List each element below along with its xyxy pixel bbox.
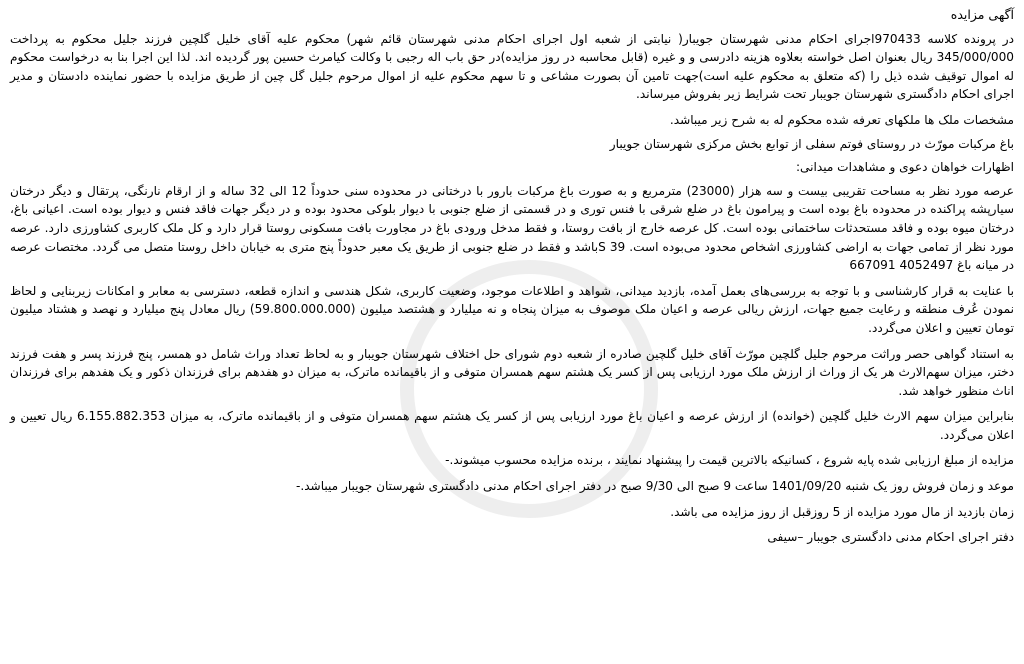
notice-intro-paragraph: در پرونده کلاسه 970433اجرای احکام مدنی شهرستان جویبار( نیابتی از شعبه اول اجرای احکام مدنی شهرستان قائم شهر) محکوم علیه آقای خلیل گلچین فرزند جلیل محکوم به پرداخت 345/000/000 ریال بعنوان اصل خواسته بعلاوه هزینه دادرسی و و غیره (قابل محاسبه در روز مزایده)در حق باب اله رجبی با وکالت کیامرث حسین پور گردیده اند. لذا این اجرا بنا به درخواست محکوم له اموال توقیف شده ذیل را (که متعلق به محکوم علیه است)جهت تامین آن بصورت مشاعی و تا سهم محکوم علیه از اموال مرحوم جلیل گل چین از طریق مزایده با حضور نماینده دادستان و مدیر اجرای احکام دادگستری شهرستان جویبار تحت شرایط زیر بفروش میرساند. [10,31,1014,102]
visit-time-line: زمان بازدید از مال مورد مزایده از 5 روزقبل از روز مزایده می باشد. [670,504,1014,519]
plaintiff-statements-heading: اظهارات خواهان دعوی و مشاهدات میدانی: [795,160,1014,175]
valuation-paragraph: با عنایت به قرار کارشناسی و با توجه به بررسی‌های بعمل آمده، بازدید میدانی، شواهد و اطلاعات موجود، وضعیت کاربری، شکل هندسی و اندازه قطعه، دسترسی به معابر و امکانات زیربنایی و لحاظ نمودن عُرف منطقه و رعایت جمیع جهات، ارزش ریالی عرصه و اعیان ملک موصوف به میزان پنجاه و نه میلیارد و هشتصد میلیون (59.800.000.000) ریال معادل پنج میلیارد و نهصد و هشتاد میلیون تومان تعیین و اعلان می‌گردد. [10,283,1014,335]
auction-terms-line: مزایده از مبلغ ارزیابی شده پایه شروع ، کسانیکه بالاترین قیمت را پیشنهاد نمایند ، برنده مزایده محسوب میشوند.- [445,453,1014,468]
auction-notice [10,6,1014,552]
property-location: باغ مرکبات مورّث در روستای فوتم سفلی از توابع بخش مرکزی شهرستان جویبار [609,136,1014,151]
share-value-paragraph: بنابراین میزان سهم الارث خلیل گلچین (خوانده) از ارزش عرصه و اعیان باغ مورد ارزیابی پس از کسر یک هشتم سهم همسران متوفی و از باقیمانده ماترک، به میزان 6.155.882.353 ریال تعیین و اعلان می‌گردد. [10,409,1015,442]
inheritance-paragraph: به استناد گواهی حصر وراثت مرحوم جلیل گلچین مورّث آقای خلیل گلچین صادره از شعبه دوم شورای حل اختلاف شهرستان جویبار و به لحاظ تعداد وراث شامل دو همسر، پنج فرزند پسر و هفت فرزند دختر، میزان سهم‌الارث هر یک از وراث از ارزش ملک مورد ارزیابی پس از کسر یک هشتم سهم همسران متوفی و از باقیمانده ماترک، به میزان دو هفدهم برای فرزندان ذکور و یک هفدهم برای فرزندان اناث منظور خواهد شد. [10,346,1014,398]
notice-title: آگهی مزایده [950,7,1014,22]
property-description-paragraph: عرصه مورد نظر به مساحت تقریبی بیست و سه هزار (23000) مترمربع و به صورت باغ مرکبات بارور با درختانی در محدوده سنی حدوداً 12 الی 32 ساله و از ارقام نارنگی، پرتقال و دیگر درختان سیارپشه پراکنده در محدوده باغ بوده است و پیرامون باغ در ضلع شرقی با فنس توری و در قسمتی از ضلع جنوبی با دیوار بلوکی محدود بوده و در دیگر جهات فاقد فنس و دیوار بوده است. اعیانی باغ، درختان میوه بوده و فاقد مستحدثات ساختمانی بوده است. کل عرصه خارج از بافت روستا، و فقط مدخل ورودی باغ در مجاورت بافت مسکونی روستا قرار دارد و کل ملک کاربری کشاورزی دارد. عرصه مورد نظر از تمامی جهات به اراضی کشاورزی اشخاص محدود می‌بوده است. 39 Sباشد و فقط در ضلع جنوبی از طریق یک معبر حدوداً پنج متری به خیابان داخل روستا متصل می گردد. مختصات عرصه در میانه باغ 4052497 667091 [10,183,1015,273]
property-specs-heading: مشخصات ملک ها ملکهای تعرفه شده محکوم له به شرح زیر میباشد. [669,112,1014,127]
auction-date-line: موعد و زمان فروش روز یک شنبه 1401/09/20 ساعت 9 صبح الی 9/30 صبح در دفتر اجرای احکام مدنی دادگستری شهرستان جویبار میباشد.- [296,479,1014,494]
signature-line: دفتر اجرای احکام مدنی دادگستری جویبار –سیفی [767,530,1014,545]
